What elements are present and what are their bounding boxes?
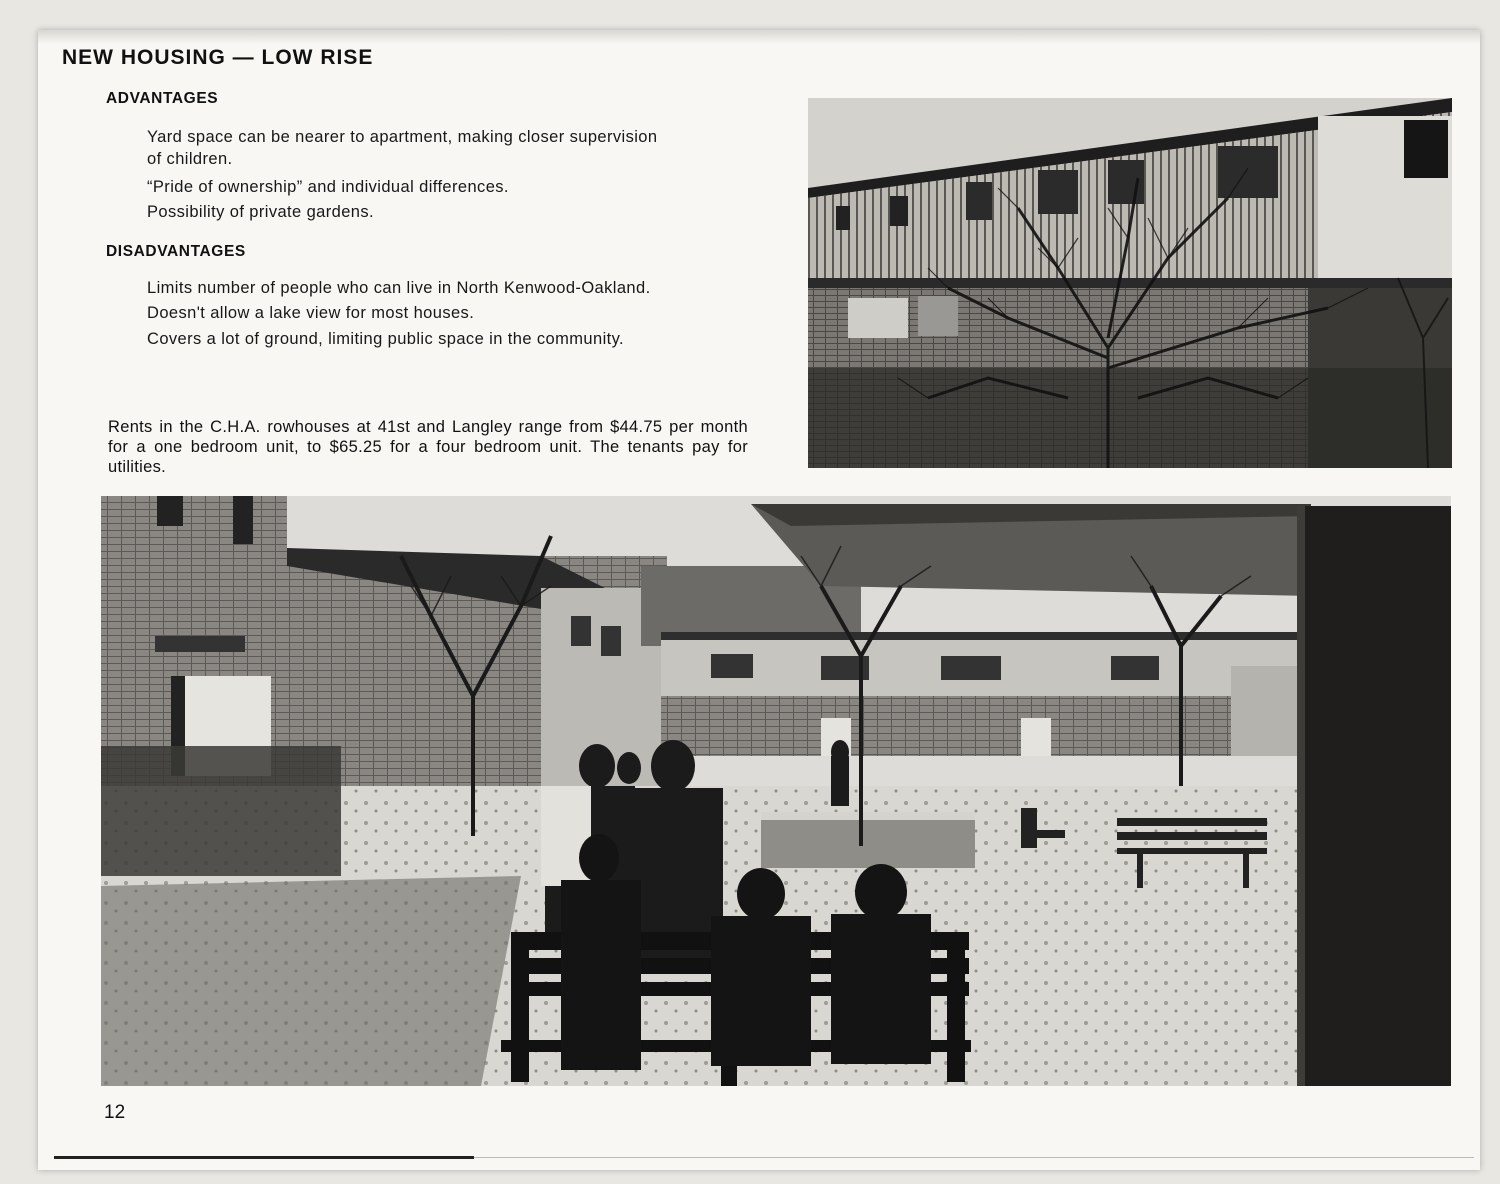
bottom-rule xyxy=(54,1156,474,1159)
advantage-line: “Pride of ownership” and individual differences. xyxy=(147,178,509,196)
advantage-line: Possibility of private gardens. xyxy=(147,203,375,221)
advantage-line: Yard space can be nearer to apartment, making closer supervision xyxy=(147,128,658,146)
page-heading: NEW HOUSING — LOW RISE xyxy=(62,46,374,69)
disadvantage-line: Limits number of people who can live in North Kenwood-Oakland. xyxy=(147,279,651,297)
photo-caption: Rents in the C.H.A. rowhouses at 41st and Langley range from $44.75 per month for a one bedroom unit, to $65.25 for a four bedroom unit. The tenants pay for utilities. xyxy=(108,418,748,476)
courtyard-photo xyxy=(101,496,1451,1086)
page-top-shadow xyxy=(38,30,1480,44)
advantage-line: of children. xyxy=(147,150,233,168)
bottom-rule-thin xyxy=(474,1157,1474,1158)
disadvantage-line: Doesn't allow a lake view for most houses. xyxy=(147,304,475,322)
disadvantage-line: Covers a lot of ground, limiting public space in the community. xyxy=(147,330,625,348)
disadvantages-heading: DISADVANTAGES xyxy=(106,243,246,260)
page-number: 12 xyxy=(104,1102,126,1123)
advantages-heading: ADVANTAGES xyxy=(106,90,219,107)
rowhouse-photo xyxy=(808,98,1452,468)
